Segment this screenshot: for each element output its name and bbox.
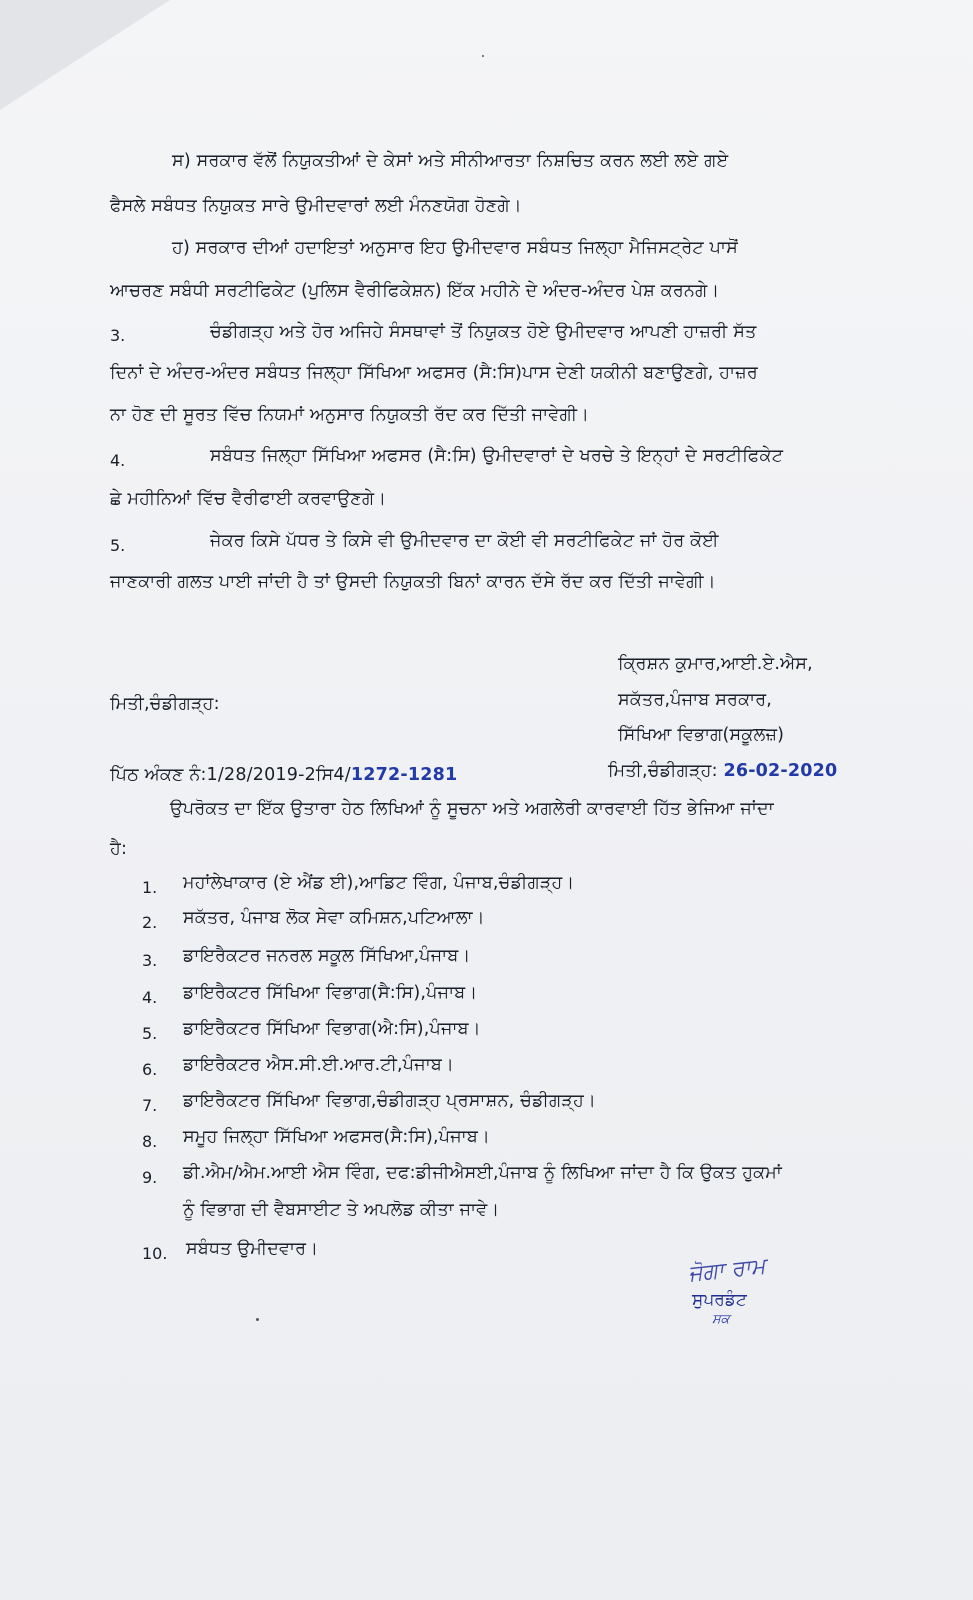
para-sa-line1: ਸ) ਸਰਕਾਰ ਵੱਲੋਂ ਨਿਯੁਕਤੀਆਂ ਦੇ ਕੇਸਾਂ ਅਤੇ ਸੀਨੀਆਰਤਾ ਨਿਸ਼ਚਿਤ ਕਰਨ ਲਈ ਲਏ ਗਏ: [172, 151, 729, 171]
recipient-item: ਸਕੱਤਰ, ਪੰਜਾਬ ਲੋਕ ਸੇਵਾ ਕਮਿਸ਼ਨ,ਪਟਿਆਲਾ।: [183, 908, 485, 928]
para-5-number: 5.: [110, 536, 126, 555]
para-4-line1: ਸਬੰਧਤ ਜਿਲ੍ਹਾ ਸਿੱਖਿਆ ਅਫਸਰ (ਸੈ:ਸਿ) ਉਮੀਦਵਾਰਾਂ ਦੇ ਖਰਚੇ ਤੇ ਇਨ੍ਹਾਂ ਦੇ ਸਰਟੀਫਿਕੇਟ: [210, 446, 784, 466]
para-4-line2: ਛੇ ਮਹੀਨਿਆਂ ਵਿੱਚ ਵੈਰੀਫਾਈ ਕਰਵਾਉਣਗੇ।: [110, 489, 387, 509]
recipient-number: 7.: [142, 1096, 158, 1115]
endorsement-intro-line2: ਹੈ:: [110, 839, 128, 859]
recipient-item-continued: ਨੂੰ ਵਿਭਾਗ ਦੀ ਵੈਬਸਾਈਟ ਤੇ ਅਪਲੋਡ ਕੀਤਾ ਜਾਵੇ।: [183, 1200, 500, 1220]
para-5-line2: ਜਾਣਕਾਰੀ ਗਲਤ ਪਾਈ ਜਾਂਦੀ ਹੈ ਤਾਂ ਉਸਦੀ ਨਿਯੁਕਤੀ ਬਿਨਾਂ ਕਾਰਨ ਦੱਸੇ ਰੱਦ ਕਰ ਦਿੱਤੀ ਜਾਵੇਗੀ।: [110, 572, 716, 592]
folded-corner: [0, 0, 170, 110]
recipient-number: 1.: [142, 878, 158, 897]
recipient-item: ਡਾਇਰੈਕਟਰ ਸਿੱਖਿਆ ਵਿਭਾਗ(ਐ:ਸਿ),ਪੰਜਾਬ।: [183, 1019, 481, 1039]
recipient-item: ਡਾਇਰੈਕਟਰ ਜਨਰਲ ਸਕੂਲ ਸਿੱਖਿਆ,ਪੰਜਾਬ।: [183, 946, 471, 966]
endorsement-date-label: ਮਿਤੀ,ਚੰਡੀਗੜ੍ਹ:: [608, 761, 718, 781]
speck: [482, 55, 484, 57]
para-5-line1: ਜੇਕਰ ਕਿਸੇ ਪੱਧਰ ਤੇ ਕਿਸੇ ਵੀ ਉਮੀਦਵਾਰ ਦਾ ਕੋਈ ਵੀ ਸਰਟੀਫਿਕੇਟ ਜਾਂ ਹੋਰ ਕੋਈ: [210, 531, 719, 551]
para-3-number: 3.: [110, 326, 126, 345]
para-ha-line1: ਹ) ਸਰਕਾਰ ਦੀਆਂ ਹਦਾਇਤਾਂ ਅਨੁਸਾਰ ਇਹ ਉਮੀਦਵਾਰ ਸਬੰਧਤ ਜਿਲ੍ਹਾ ਮੈਜਿਸਟ੍ਰੇਟ ਪਾਸੋਂ: [172, 238, 738, 258]
recipient-number: 2.: [142, 913, 158, 932]
signatory-name: ਕ੍ਰਿਸ਼ਨ ਕੁਮਾਰ,ਆਈ.ਏ.ਐਸ,: [618, 654, 813, 674]
recipient-number: 5.: [142, 1024, 158, 1043]
endorsement-intro-line1: ਉਪਰੋਕਤ ਦਾ ਇੱਕ ਉਤਾਰਾ ਹੇਠ ਲਿਖਿਆਂ ਨੂੰ ਸੂਚਨਾ ਅਤੇ ਅਗਲੇਰੀ ਕਾਰਵਾਈ ਹਿੱਤ ਭੇਜਿਆ ਜਾਂਦਾ: [170, 799, 774, 819]
recipient-number: 9.: [142, 1168, 158, 1187]
para-4-number: 4.: [110, 451, 126, 470]
para-sa-line2: ਫੈਸਲੇ ਸਬੰਧਤ ਨਿਯੁਕਤ ਸਾਰੇ ਉਮੀਦਵਾਰਾਂ ਲਈ ਮੰਨਣਯੋਗ ਹੋਣਗੇ।: [110, 196, 522, 216]
recipient-item: ਡਾਇਰੈਕਟਰ ਐਸ.ਸੀ.ਈ.ਆਰ.ਟੀ,ਪੰਜਾਬ।: [183, 1055, 455, 1075]
para-ha-line2: ਆਚਰਣ ਸਬੰਧੀ ਸਰਟੀਫਿਕੇਟ (ਪੁਲਿਸ ਵੈਰੀਫਿਕੇਸ਼ਨ) ਇੱਕ ਮਹੀਨੇ ਦੇ ਅੰਦਰ-ਅੰਦਰ ਪੇਸ਼ ਕਰਨਗੇ।: [110, 281, 720, 301]
recipient-number: 8.: [142, 1132, 158, 1151]
endorsement-prefix: ਪਿੱਠ ਅੰਕਣ ਨੰ:1/28/2019-2ਸਿ4/: [110, 765, 351, 785]
superintendent-initial: ਸਕ: [712, 1312, 730, 1327]
endorsement-line: [110, 764, 457, 786]
recipient-number: 4.: [142, 988, 158, 1007]
signatory-department: ਸਿੱਖਿਆ ਵਿਭਾਗ(ਸਕੂਲਜ਼): [618, 725, 785, 745]
superintendent-title: ਸੁਪਰਡੰਟ: [692, 1290, 747, 1310]
recipient-item: ਡਾਇਰੈਕਟਰ ਸਿੱਖਿਆ ਵਿਭਾਗ,ਚੰਡੀਗੜ੍ਹ ਪ੍ਰਸਾਸ਼ਨ, ਚੰਡੀਗੜ੍ਹ।: [183, 1091, 596, 1111]
recipient-number: 10.: [142, 1244, 168, 1263]
endorsement-date: [608, 760, 837, 782]
date-place: ਮਿਤੀ,ਚੰਡੀਗੜ੍ਹ:: [110, 694, 220, 714]
endorsement-number: 1272-1281: [350, 765, 458, 785]
recipient-item: ਮਹਾਂਲੇਖਾਕਾਰ (ਏ ਐਂਡ ਈ),ਆਡਿਟ ਵਿੰਗ, ਪੰਜਾਬ,ਚੰਡੀਗੜ੍ਹ।: [183, 873, 575, 893]
para-3-line1: ਚੰਡੀਗੜ੍ਹ ਅਤੇ ਹੋਰ ਅਜਿਹੇ ਸੰਸਥਾਵਾਂ ਤੋਂ ਨਿਯੁਕਤ ਹੋਏ ਉਮੀਦਵਾਰ ਆਪਣੀ ਹਾਜ਼ਰੀ ਸੱਤ: [210, 322, 757, 342]
para-3-line2: ਦਿਨਾਂ ਦੇ ਅੰਦਰ-ਅੰਦਰ ਸਬੰਧਤ ਜਿਲ੍ਹਾ ਸਿੱਖਿਆ ਅਫਸਰ (ਸੈ:ਸਿ)ਪਾਸ ਦੇਣੀ ਯਕੀਨੀ ਬਣਾਉਣਗੇ, ਹਾਜ਼ਰ: [110, 363, 758, 383]
recipient-item: ਡੀ.ਐਮ/ਐਮ.ਆਈ ਐਸ ਵਿੰਗ, ਦਫ:ਡੀਜੀਐਸਈ,ਪੰਜਾਬ ਨੂੰ ਲਿਖਿਆ ਜਾਂਦਾ ਹੈ ਕਿ ਉਕਤ ਹੁਕਮਾਂ: [183, 1163, 782, 1183]
recipient-item: ਸਮੂਹ ਜਿਲ੍ਹਾ ਸਿੱਖਿਆ ਅਫਸਰ(ਸੈ:ਸਿ),ਪੰਜਾਬ।: [183, 1127, 490, 1147]
para-3-line3: ਨਾ ਹੋਣ ਦੀ ਸੂਰਤ ਵਿੱਚ ਨਿਯਮਾਂ ਅਨੁਸਾਰ ਨਿਯੁਕਤੀ ਰੱਦ ਕਰ ਦਿੱਤੀ ਜਾਵੇਗੀ।: [110, 405, 590, 425]
recipient-number: 3.: [142, 951, 158, 970]
recipient-item: ਸਬੰਧਤ ਉਮੀਦਵਾਰ।: [186, 1239, 319, 1259]
superintendent-signature: ਜੋਗਾ ਰਾਮ: [686, 1254, 767, 1287]
recipient-item: ਡਾਇਰੈਕਟਰ ਸਿੱਖਿਆ ਵਿਭਾਗ(ਸੈ:ਸਿ),ਪੰਜਾਬ।: [183, 983, 478, 1003]
endorsement-date-value: 26-02-2020: [723, 761, 838, 781]
recipient-number: 6.: [142, 1060, 158, 1079]
speck: [256, 1318, 259, 1321]
signatory-designation: ਸਕੱਤਰ,ਪੰਜਾਬ ਸਰਕਾਰ,: [618, 690, 773, 710]
